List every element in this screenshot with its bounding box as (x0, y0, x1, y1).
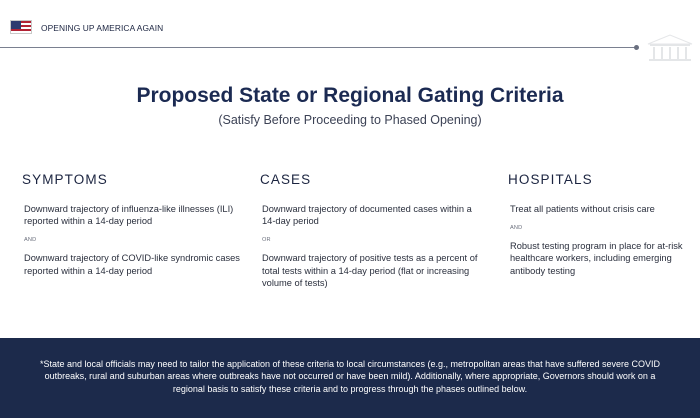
page-subtitle: (Satisfy Before Proceeding to Phased Opening) (218, 113, 482, 127)
column-heading: SYMPTOMS (22, 172, 108, 187)
conjunction-label: AND (24, 237, 37, 244)
conjunction-label: AND (510, 225, 523, 232)
footer-banner (0, 338, 700, 418)
conjunction-label: OR (262, 237, 271, 244)
header-bar (0, 0, 700, 48)
hospitals-column (508, 172, 688, 277)
flag-canton (11, 21, 21, 29)
criterion-item: Downward trajectory of influenza-like illnesses (ILI) reported within a 14-day period (24, 204, 234, 227)
criterion-item: Treat all patients without crisis care (510, 204, 655, 214)
symptoms-column (22, 172, 242, 277)
column-heading: HOSPITALS (508, 172, 593, 187)
brand-title: OPENING UP AMERICA AGAIN (41, 23, 164, 33)
divider-end-dot (634, 45, 639, 50)
criterion-item: Robust testing program in place for at-risk healthcare workers, including emerging antibody testing (510, 241, 683, 276)
criterion-item: Downward trajectory of COVID-like syndromic cases reported within a 14-day period (24, 253, 240, 276)
footnote-text: *State and local officials may need to tailor the application of these criteria to local circumstances (e.g., metropolitan areas that have suffered severe COVID outbreaks, rural and suburban areas where outbreaks have not occurred or have been mild). Additionally, where appropriate, Governors should work on a regional basis to satisfy these criteria and to progress through the phases outlined below. (40, 359, 660, 394)
header-divider (0, 47, 636, 48)
criterion-item: Downward trajectory of positive tests as a percent of total tests within a 14-day period (flat or increasing volume of tests) (262, 253, 478, 288)
column-heading: CASES (260, 172, 312, 187)
cases-column (260, 172, 480, 289)
criterion-item: Downward trajectory of documented cases within a 14-day period (262, 204, 472, 227)
column-body (22, 203, 242, 277)
column-body (508, 203, 688, 277)
column-body (260, 203, 480, 289)
page-title: Proposed State or Regional Gating Criteria (136, 84, 564, 107)
white-house-seal-icon (640, 32, 700, 62)
us-flag-icon (10, 20, 32, 34)
